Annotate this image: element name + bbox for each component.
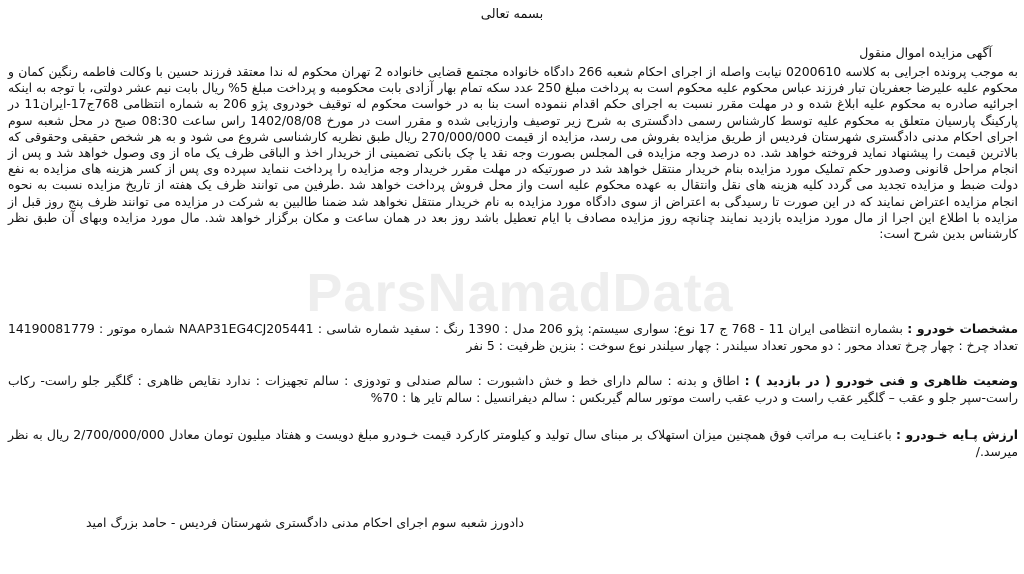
notice-body: به موجب پرونده اجرایی به کلاسه 0200610 نیابت واصله از اجرای احکام شعبه 266 دادگاه خانواده مجتمع قضایی خانواده 2 تهران محکوم له ندا معتقد فرزند حسین با وکالت فاطمه رنگین کمان و محکوم علیه علیرضا جعفریان تبار فرزند عباس محکوم علیه محکوم است به پرداخت مبلغ 250 عدد سکه تمام بهار آزادی بابت محکومبه و پرداخت مبلغ 5% ریال بابت نیم عشر دولتی، با توجه به اینکه اجرائیه صادره به محکوم علیه ابلاغ شده و در مهلت مقرر نسبت به اجرای حکم اقدام ننموده است بنا به در خواست محکوم له توقیف خودروی پژو 206 به شماره انتظامی 768ج17-ایران11 در پارکینگ پارسیان متعلق به محکوم علیه توسط کارشناس رسمی دادگستری به شرح زیر توصیف وارزیابی شده و مقرر است در مورخ 1402/08/08 راس ساعت 08:30 صبح در محل شعبه سوم اجرای احکام مدنی دادگستری شهرستان فردیس از طریق مزایده بفروش می رسد، مزایده از قیمت 270/000/000 ریال طبق نظریه کارشناسی شروع می شود و به هر شخص حقیقی وحقوقی که بالاترین قیمت را پیشنهاد نماید فروخته خواهد شد. ده درصد وجه مزایده فی المجلس بصورت وجه نقد یا چک بانکی تضمینی از خریدار اخذ و الباقی ظرف یک ماه از وی وصول خواهد شد و پس از انجام مراحل قانونی وصدور حکم تملیک مورد مزایده بنام خریدار منتقل خواهد شد در صورتیکه در مهلت مقرر خریدار وجه مزایده را پرداخت ننماید سپرده وی پس از کسر هزینه های مزایده به نفع دولت ضبط و مزایده تجدید می گردد کلیه هزینه های نقل وانتقال به عهده محکوم علیه است واز محل فروش پرداخت خواهد شد .طرفین می توانند ظرف یک هفته از تاریخ مزایده نسبت به نحوه انجام مزایده اعتراض نمایند که در این صورت تا رسیدگی به اعتراض از سوی دادگاه مورد مزایده به نام خریدار منتقل نخواهد شد ضمنا طالبین به شرکت در مزایده می توانند ظرف پنج روز قبل از مزایده با اطلاع این اجرا از مال مورد مزایده بازدید نمایند چنانچه روز مزایده مصادف با ایام تعطیل باشد روز بعد در همان ساعت و مکان برگزار خواهد شد. مال مورد مزایده وبهای آن طبق نظر کارشناس بدین شرح است: xyxy=(8,64,1018,242)
vehicle-valuation xyxy=(8,426,1018,460)
basmala-heading: بسمه تعالی xyxy=(480,7,544,22)
vehicle-valuation-label: ارزش پـایه خـودرو : xyxy=(895,427,1018,442)
notice-title: آگهی مزایده اموال منقول xyxy=(859,45,992,60)
vehicle-condition-label: وضعیت ظاهری و فنی خودرو ( در بازدید ) : xyxy=(744,373,1018,388)
vehicle-condition-text: اطاق و بدنه : سالم دارای خط و خش داشبورت : سالم صندلی و تودوزی : سالم تجهیزات : ندارد نقایص ظاهری : گلگیر جلو راست- رکاب راست-سپر جلو و عقب – گلگیر عقب راست و درب عقب راست موتور سالم گیربکس : سالم دیفرانسیل : سالم تایر ها : 70% xyxy=(8,373,1018,405)
signature-line: دادورز شعبه سوم اجرای احکام مدنی دادگستری شهرستان فردیس - حامد بزرگ امید xyxy=(86,515,524,530)
vehicle-specs-text: بشماره انتظامی ایران 11 - 768 ج 17 نوع: سواری سیستم: پژو 206 مدل : 1390 رنگ : سفید شماره شاسی : NAAP31EG4CJ205441 شماره موتور : 14190081779 تعداد چرخ : چهار چرخ تعداد محور : دو محور تعداد سیلندر : چهار سیلندر نوع سوخت : بنزین ظرفیت : 5 نفر xyxy=(8,321,1018,353)
vehicle-valuation-text: باعنـایت بـه مراتب فوق همچنین میزان استهلاک بر مبنای سال تولید و کیلومتر کارکرد قیمت خـودرو مبلغ دویست و هفتاد میلیون تومان معادل 2/700/000/000 ریال به نظر میرسد./ xyxy=(8,427,1018,459)
vehicle-specs xyxy=(8,320,1018,354)
vehicle-specs-label: مشخصات خودرو : xyxy=(907,321,1018,336)
vehicle-condition xyxy=(8,372,1018,406)
watermark: ParsNamadData xyxy=(306,263,734,323)
